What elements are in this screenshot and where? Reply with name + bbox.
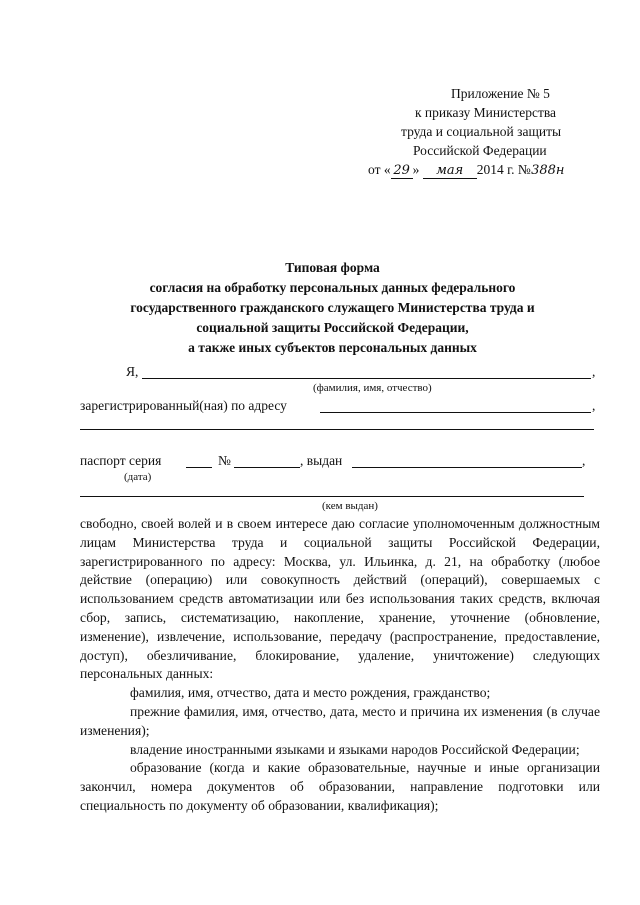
issued-by-field[interactable] bbox=[80, 496, 584, 497]
title-line-5: а также иных субъектов персональных данных bbox=[188, 340, 477, 355]
date-prefix: от « bbox=[368, 162, 391, 177]
fio-field[interactable] bbox=[142, 378, 591, 379]
passport-series-label: паспорт серия bbox=[80, 453, 162, 468]
title-line-1: Типовая форма bbox=[285, 260, 380, 275]
title-line-4: социальной защиты Российской Федерации, bbox=[196, 320, 469, 335]
consent-body bbox=[80, 515, 600, 816]
date-caption: (дата) bbox=[124, 471, 152, 483]
consent-paragraph: свободно, своей волей и в своем интересе даю согласие уполномоченным должностным лицам Министерства труда и социальной защиты Российской Федерации, зарегистрированного по адресу: Москва, ул. Ильинка, д. 21, на обработку (любое действие (операцию) или совокупность действий (операций), совершаемых с использованием средств автоматизации или без использования таких средств, включая сбор, запись, систематизацию, накопление, хранение, уточнение (обновление, изменение), извлечение, использование, передачу (распространение, предоставление, доступ), обезличивание, блокирование, удаление, уничтожение) следующих персональных данных: bbox=[80, 516, 600, 682]
appendix-block bbox=[368, 84, 615, 179]
address-field[interactable] bbox=[320, 412, 591, 413]
appendix-order-ref: к приказу Министерства bbox=[415, 105, 557, 120]
passport-series-field[interactable] bbox=[186, 467, 212, 468]
date-year: 2014 г. № bbox=[476, 162, 531, 177]
registered-label: зарегистрированный(ная) по адресу bbox=[80, 398, 287, 413]
address-field-line-2[interactable] bbox=[80, 429, 594, 430]
data-item-former-name: прежние фамилия, имя, отчество, дата, место и причина их изменения (в случае изменения); bbox=[80, 703, 600, 738]
data-item-education: образование (когда и какие образовательные, научные и иные организации закончил, номера документов об образовании, направление подготовки или специальность по документу об образовании, квалификация); bbox=[80, 760, 600, 813]
appendix-number: Приложение № 5 bbox=[451, 86, 550, 101]
issued-by-caption: (кем выдан) bbox=[322, 500, 378, 512]
fio-caption: (фамилия, имя, отчество) bbox=[313, 382, 432, 394]
appendix-country: Российской Федерации bbox=[413, 143, 547, 158]
ya-label: Я, bbox=[126, 364, 139, 379]
appendix-ministry: труда и социальной защиты bbox=[401, 124, 562, 139]
form-title bbox=[80, 258, 585, 358]
data-item-languages: владение иностранными языками и языками народов Российской Федерации; bbox=[130, 741, 580, 757]
title-line-2: согласия на обработку персональных данных федерального bbox=[149, 280, 516, 295]
address-comma: , bbox=[592, 398, 596, 413]
data-item-name: фамилия, имя, отчество, дата и место рождения, гражданство; bbox=[130, 685, 491, 701]
handwritten-day: 29 bbox=[391, 164, 413, 179]
issued-comma: , bbox=[582, 453, 586, 468]
issued-label: , выдан bbox=[300, 453, 343, 468]
title-line-3: государственного гражданского служащего Министерства труда и bbox=[130, 300, 535, 315]
appendix-date-line bbox=[368, 160, 615, 179]
fio-comma: , bbox=[592, 364, 596, 379]
handwritten-order-number: 388н bbox=[531, 163, 565, 178]
passport-number-sign: № bbox=[218, 453, 231, 468]
passport-number-field[interactable] bbox=[234, 467, 300, 468]
handwritten-month: мая bbox=[423, 164, 477, 179]
issued-date-field[interactable] bbox=[352, 467, 582, 468]
date-mid: » bbox=[412, 162, 420, 177]
